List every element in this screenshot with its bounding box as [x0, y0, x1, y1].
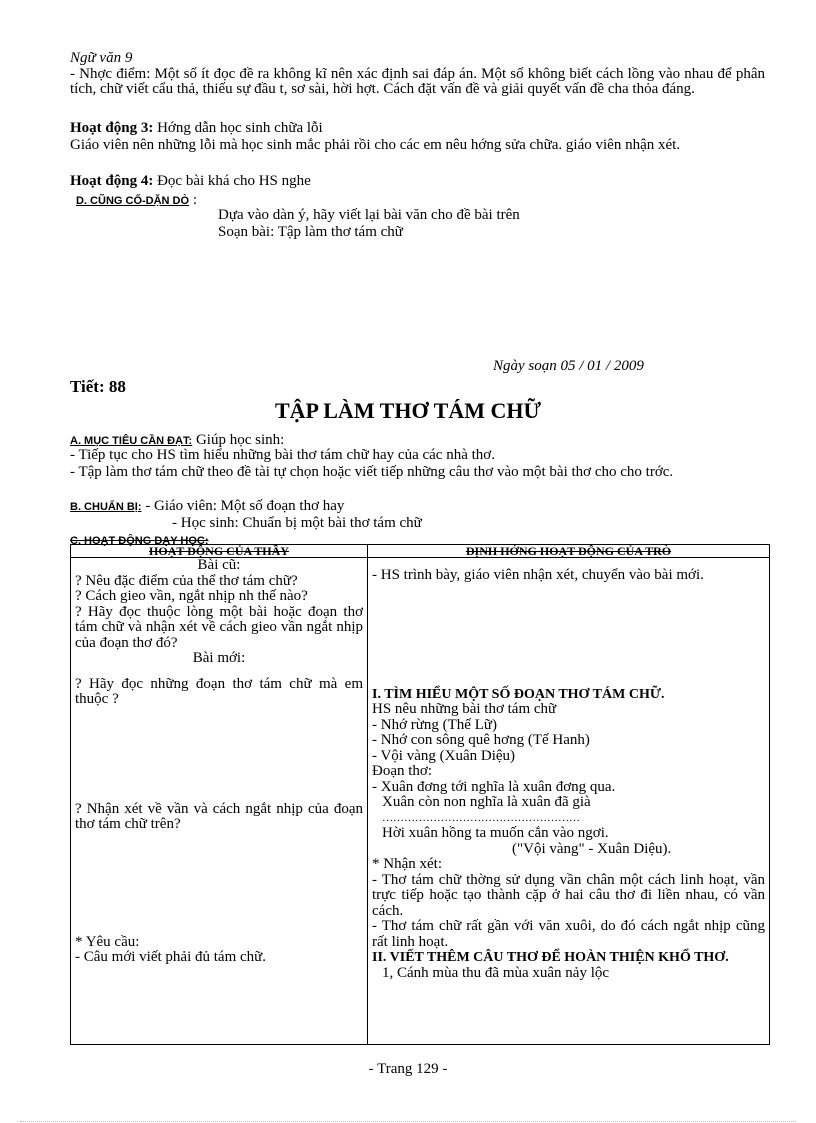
objective-2: - Tập làm thơ tám chữ theo đề tài tự chọn hoặc viết tiếp những câu thơ vào một bài thơ cho cho trớc. [70, 464, 674, 480]
section-2-line-1: 1, Cánh mùa thu đã mùa xuân nảy lộc [382, 964, 610, 981]
old-lesson-label: Bài cũ: [197, 557, 241, 573]
poem-ellipsis: ……………………………………………… [382, 811, 580, 824]
weakness-paragraph: - Nhợc điểm: Một số ít đọc đề ra không kĩ nên xác định sai đáp án. Một số không biết cách lồng vào nhau để phân tích, chữ viết cẩu thả, thiếu sự đầu t, sơ sài, hời hợt. Cách đặt vấn đề và giải quyết vấn đề cha thỏa đáng. [70, 66, 765, 97]
activity-4-text: Đọc bài khá cho HS nghe [153, 173, 311, 189]
poem-source: ("Vội vàng" - Xuân Diệu). [512, 840, 672, 857]
section-a-text: Giúp học sinh: [192, 432, 285, 448]
section-1-line-4: - Vội vàng (Xuân Diệu) [372, 747, 516, 764]
student-column [368, 558, 770, 1045]
activity-4-title: Hoạt động 4: [70, 173, 154, 189]
objective-1: - Tiếp tục cho HS tìm hiểu những bài thơ tám chữ hay của các nhà thơ. [70, 447, 495, 463]
section-d-label: D. CŨNG CỐ-DẶN DÒ [76, 195, 190, 207]
poem-line-1: - Xuân đơng tới nghĩa là xuân đơng qua. [372, 778, 616, 795]
table-header-row [71, 545, 770, 558]
teacher-column [71, 558, 368, 1045]
remark-2: - Thơ tám chữ rất gần với văn xuôi, do đó cách ngắt nhịp cũng rất linh hoạt. [372, 918, 765, 950]
subject-header: Ngữ văn 9 [70, 50, 133, 66]
section-d-heading [76, 193, 197, 209]
activity-4-line [70, 174, 311, 189]
section-a-label: A. MỤC TIÊU CẦN ĐẠT: [70, 435, 193, 447]
section-d-colon: : [189, 192, 197, 208]
period-label: Tiết: 88 [70, 377, 126, 396]
header-student: ĐỊNH HỚNG HOẠT ĐỘNG CỦA TRÒ [368, 545, 770, 558]
section-2-title: II. VIẾT THÊM CÂU THƠ ĐỂ HOÀN THIỆN KHỔ THƠ. [372, 950, 729, 965]
section-b-heading [70, 499, 344, 515]
section-1-line-3: - Nhớ con sông quê hơng (Tế Hanh) [372, 732, 590, 748]
section-1-line-1: HS nêu những bài thơ tám chữ [372, 701, 557, 717]
old-lesson-answer: - HS trình bày, giáo viên nhận xét, chuyển vào bài mới. [372, 567, 704, 583]
activity-3-text: Hớng dẫn học sinh chữa lỗi [153, 120, 323, 136]
lesson-title: TẬP LÀM THƠ TÁM CHỮ [274, 398, 542, 423]
section-b-student: - Học sinh: Chuẩn bị một bài thơ tám chữ [172, 515, 422, 531]
question-4: ? Hãy đọc những đoạn thơ tám chữ mà em thuộc ? [75, 675, 363, 707]
section-d-line-1: Dựa vào dàn ý, hãy viết lại bài văn cho đề bài trên [218, 207, 520, 223]
section-b-label: B. CHUẨN BỊ: [70, 501, 142, 513]
page-bottom-divider [20, 1121, 796, 1122]
section-d-line-2: Soạn bài: Tập làm thơ tám chữ [218, 224, 403, 240]
poem-line-3: Hời xuân hồng ta muốn cắn vào ngơi. [382, 825, 609, 841]
section-1-line-5: Đoạn thơ: [372, 763, 433, 779]
section-c-label: C. HOẠT ĐỘNG DẠY HỌC: [70, 535, 209, 547]
header-teacher: HOẠT ĐỘNG CỦA THẦY [71, 545, 368, 558]
poem-line-2: Xuân còn non nghĩa là xuân đã già [382, 794, 591, 810]
preparation-date: Ngày soạn 05 / 01 / 2009 [493, 358, 644, 374]
section-b-teacher: - Giáo viên: Một số đoạn thơ hay [141, 498, 345, 514]
activity-3-body: Giáo viên nên những lỗi mà học sinh mắc phải rồi cho các em nêu hớng sửa chữa. giáo viên nhận xét. [70, 137, 681, 153]
remark-title: * Nhận xét: [372, 856, 442, 872]
requirement-1: - Câu mới viết phải đủ tám chữ. [75, 949, 267, 965]
question-1: ? Nêu đặc điểm của thể thơ tám chữ? [75, 572, 298, 589]
activity-3-title: Hoạt động 3: [70, 120, 154, 136]
question-5: ? Nhận xét về vần và cách ngắt nhịp của đoạn thơ tám chữ trên? [75, 800, 363, 832]
activity-3-line [70, 121, 323, 136]
question-3: ? Hãy đọc thuộc lòng một bài hoặc đoạn thơ tám chữ và nhận xét về cách gieo vần ngắt nhịp của đoạn thơ đó? [75, 603, 363, 651]
remark-1: - Thơ tám chữ thờng sử dụng vần chân một cách linh hoạt, vần trực tiếp hoặc tạo thành cặp ở hai câu thơ đi liền nhau, có vần cách. [372, 871, 765, 919]
activity-table [70, 544, 770, 1045]
section-1-line-2: - Nhớ rừng (Thế Lữ) [372, 716, 497, 733]
section-1-title: I. TÌM HIỂU MỘT SỐ ĐOẠN THƠ TÁM CHỮ. [372, 686, 665, 702]
new-lesson-label: Bài mới: [192, 650, 246, 666]
requirement-title: * Yêu cầu: [75, 933, 140, 950]
page-number: - Trang 129 - [368, 1061, 448, 1077]
table-row [71, 558, 770, 1045]
question-2: ? Cách gieo vần, ngắt nhịp nh thế nào? [75, 588, 308, 604]
